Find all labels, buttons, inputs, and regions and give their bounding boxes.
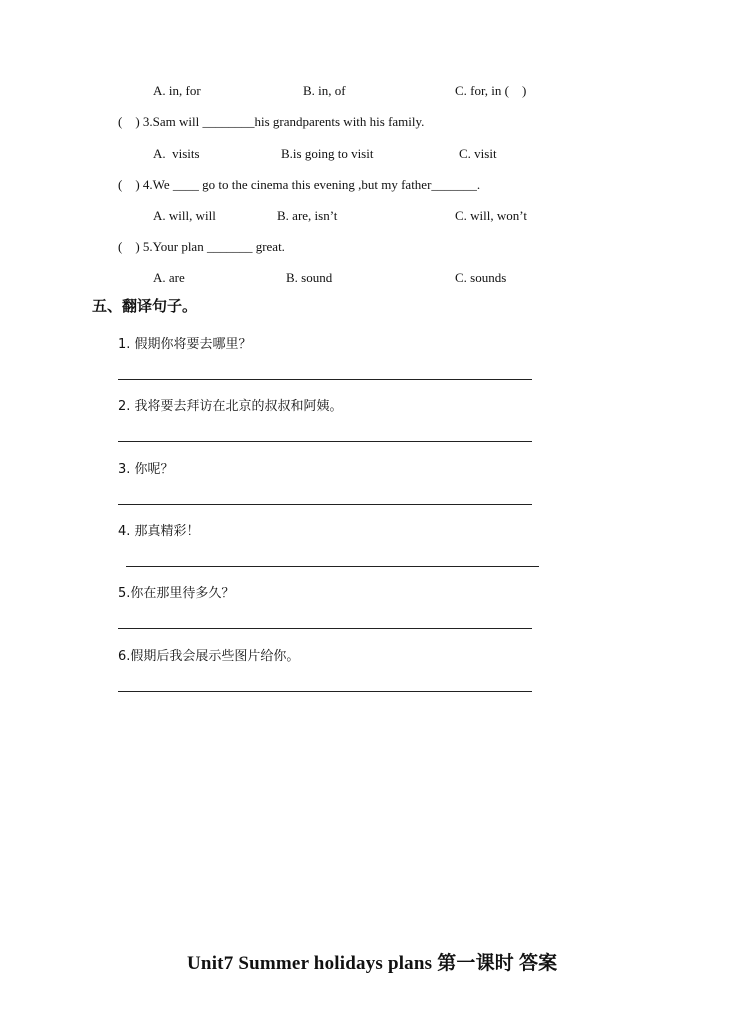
answer-line-2 [118, 441, 532, 442]
q3-option-b: B.is going to visit [281, 146, 374, 161]
q2-option-c: C. for, in ( ) [455, 83, 527, 98]
question-3-stem: ( ) 3.Sam will ________his grandparents with his family. [118, 114, 425, 129]
q5-option-a: A. are [153, 270, 185, 285]
translate-item-4: 4. 那真精彩！ [118, 524, 200, 539]
translate-item-2: 2. 我将要去拜访在北京的叔叔和阿姨。 [118, 399, 343, 414]
q3-option-a: A. visits [153, 146, 200, 161]
q4-option-a: A. will, will [153, 208, 216, 223]
q5-option-c: C. sounds [455, 270, 507, 285]
answer-line-3 [118, 504, 532, 505]
question-5-stem: ( ) 5.Your plan _______ great. [118, 239, 285, 254]
q2-option-a: A. in, for [153, 83, 201, 98]
q4-option-b: B. are, isn’t [277, 208, 338, 223]
q4-option-c: C. will, won’t [455, 208, 527, 223]
answer-line-6 [118, 691, 532, 692]
translate-item-6: 6.假期后我会展示些图片给你。 [118, 649, 300, 664]
answer-line-5 [118, 628, 532, 629]
q2-option-b: B. in, of [303, 83, 346, 98]
section-5-heading: 五、翻译句子。 [92, 297, 198, 315]
translate-item-5: 5.你在那里待多久？ [118, 586, 235, 601]
answer-line-4 [126, 566, 539, 567]
q3-option-c: C. visit [459, 146, 497, 161]
q5-option-b: B. sound [286, 270, 333, 285]
question-4-stem: ( ) 4.We ____ go to the cinema this evening ,but my father_______. [118, 177, 481, 192]
answer-key-title: Unit7 Summer holidays plans 第一课时 答案 [187, 953, 558, 974]
translate-item-3: 3. 你呢？ [118, 462, 174, 477]
answer-line-1 [118, 379, 532, 380]
translate-item-1: 1. 假期你将要去哪里？ [118, 337, 252, 352]
